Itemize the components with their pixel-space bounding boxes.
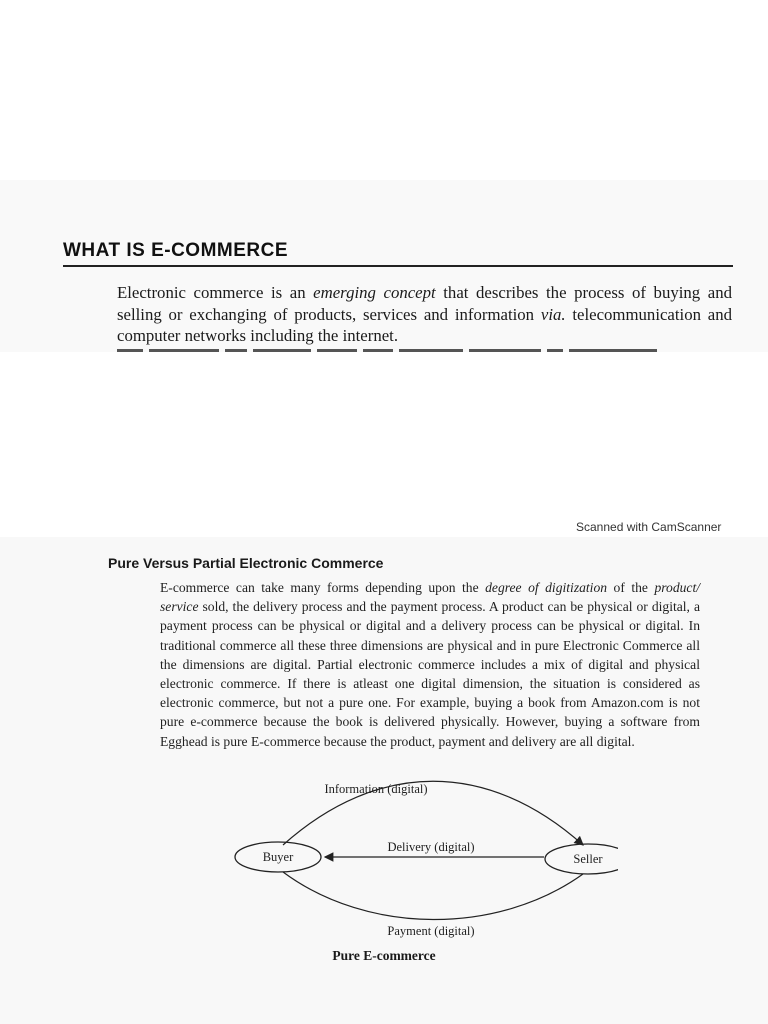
pure-partial-paragraph <box>160 578 700 751</box>
text-run: telecommunication and computer networks including the internet. <box>117 304 732 345</box>
emphasis-degree-of-digitization: degree of digitization <box>485 580 608 595</box>
section-heading-pure-vs-partial: Pure Versus Partial Electronic Commerce <box>108 555 384 571</box>
text-run: that describes the process of buying and selling or exchanging of products, services and information <box>117 283 732 324</box>
buyer-label: Buyer <box>262 850 294 864</box>
page-top-blank <box>0 0 768 180</box>
section-heading-what-is-ecommerce: WHAT IS E-COMMERCE <box>63 240 289 261</box>
payment-arrow <box>283 872 583 920</box>
heading-rule <box>63 265 733 267</box>
edge-label-information: Information (digital) <box>324 782 428 796</box>
emphasis-emerging-concept: emerging concept <box>313 283 436 302</box>
text-run: Electronic commerce is an <box>117 283 314 302</box>
page-gap-blank <box>0 352 768 537</box>
text-run: E-commerce can take many forms depending upon the <box>160 580 486 595</box>
edge-label-payment: Payment (digital) <box>387 924 475 938</box>
edge-label-delivery: Delivery (digital) <box>387 840 475 854</box>
scan-watermark: Scanned with CamScanner <box>576 520 722 534</box>
clipped-text-line <box>117 349 732 352</box>
definition-paragraph <box>117 282 732 347</box>
seller-label: Seller <box>573 852 603 866</box>
diagram-caption: Pure E-commerce <box>332 948 436 963</box>
pure-ecommerce-diagram <box>228 775 618 945</box>
text-run: sold, the delivery process and the payment process. A product can be physical or digital, a payment process can be physical or digital and a delivery process can be physical or digital. In traditional commerce all these three dimensions are physical and in pure Electronic Commerce all the dimensions are digital. Partial electronic commerce includes a mix of digital and physical electronic commerce. If there is atleast one digital dimension, the situation is considered as electronic commerce, but not a pure one. For example, buying a book from Amazon.com is not pure e-commerce because the book is delivered physically. However, buying a software from Egghead is pure E-commerce because the product, payment and delivery are all digital. <box>160 599 700 749</box>
emphasis-via: via. <box>540 304 566 324</box>
emphasis-product-service: product/ service <box>160 580 700 615</box>
text-run: of the <box>607 580 655 595</box>
